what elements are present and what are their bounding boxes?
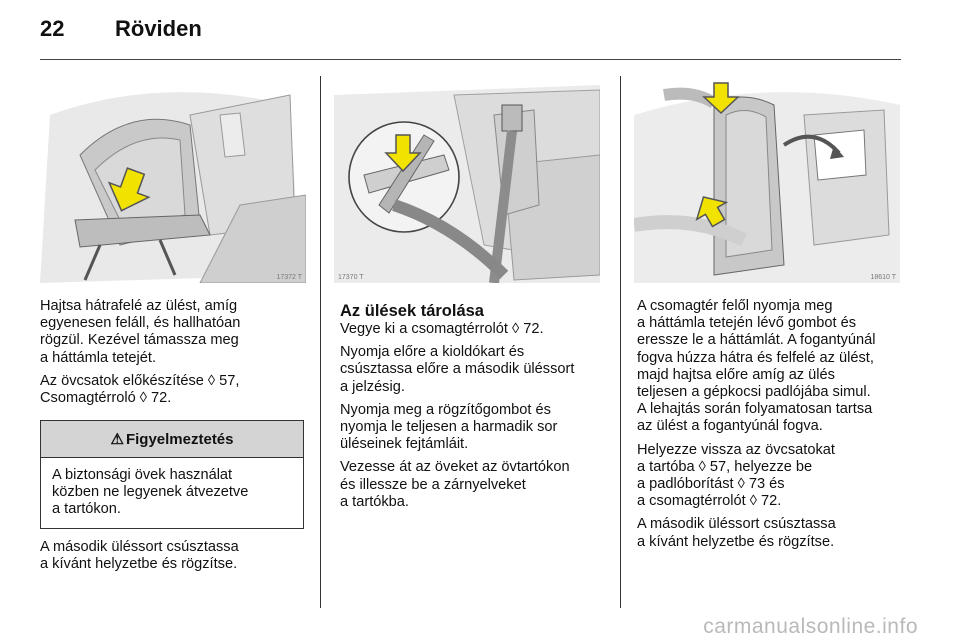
seat-latch-release-illustration (634, 75, 900, 283)
text-line: a tartókba. (340, 493, 409, 510)
figure-seat-belt (334, 75, 600, 283)
text-line: Vezesse át az öveket az övtartókon (340, 459, 570, 476)
watermark: carmanualsonline.info (703, 615, 918, 638)
figure-seat-latch (634, 75, 900, 283)
text-line: csúsztassa előre a második üléssort (340, 361, 575, 378)
text-line: és illessze be a zárnyelveket (340, 476, 526, 493)
text-line: a kívánt helyzetbe és rögzítse. (40, 556, 238, 573)
figure-seat-fold (40, 75, 306, 283)
column-divider (620, 76, 621, 608)
text-line: A biztonsági övek használat (52, 467, 233, 483)
figure-code: 17372 T (276, 274, 302, 281)
warning-box (40, 420, 304, 529)
text-line: egyenesen feláll, és hallhatóan (40, 315, 241, 332)
text-line: Csomagtérroló ◊ 72. (40, 390, 172, 407)
warning-body (41, 458, 303, 519)
text-line: Vegye ki a csomagtérrolót ◊ 72. (340, 321, 544, 337)
text-line: üléseinek fejtámláit. (340, 436, 469, 453)
text-line: a kívánt helyzetbe és rögzítse. (637, 533, 835, 550)
text-line: Hajtsa hátrafelé az ülést, amíg (40, 298, 238, 314)
paragraph (340, 402, 615, 454)
text-line: rögzül. Kezével támassza meg (40, 332, 239, 349)
paragraph (40, 373, 310, 407)
text-line: Nyomja meg a rögzítőgombot és (340, 401, 551, 418)
paragraph (637, 442, 917, 511)
text-line: A csomagtér felől nyomja meg (637, 298, 833, 314)
text-line: A második üléssort csúsztassa (637, 516, 836, 533)
text-line: Helyezze vissza az övcsatokat (637, 441, 835, 458)
text-line: majd hajtsa előre amíg az ülés (637, 366, 835, 383)
text-line: Nyomja előre a kioldókart és (340, 344, 525, 361)
paragraph (40, 539, 310, 573)
section-title: Az ülések tárolása (340, 302, 484, 320)
figure-code: 18610 T (870, 274, 896, 281)
text-line: nyomja le teljesen a harmadik sor (340, 419, 558, 436)
seat-belt-release-illustration (334, 75, 600, 283)
paragraph (340, 321, 615, 338)
text-line: teljesen a gépkocsi padlójába simul. (637, 384, 871, 401)
text-line: eressze le a háttámlát. A fogantyúnál (637, 332, 876, 349)
text-line: a háttámla tetejét. (40, 349, 157, 366)
header-rule (40, 59, 901, 60)
paragraph (340, 344, 615, 396)
text-line: közben ne legyenek átvezetve (52, 484, 249, 501)
warning-title: Figyelmeztetés (125, 430, 234, 448)
warning-header (41, 421, 303, 458)
paragraph (40, 298, 310, 367)
page-title: Röviden (115, 16, 202, 41)
warning-icon: ⚠ (110, 431, 124, 448)
paragraph (637, 298, 917, 436)
text-line: Az övcsatok előkészítése ◊ 57, (40, 372, 240, 389)
text-line: a jelzésig. (340, 378, 405, 395)
text-line: a padlóborítást ◊ 73 és (637, 476, 785, 493)
column-divider (320, 76, 321, 608)
seat-fold-down-illustration (40, 75, 306, 283)
text-line: A második üléssort csúsztassa (40, 539, 239, 555)
figure-code: 17370 T (338, 274, 364, 281)
page-number: 22 (40, 16, 65, 41)
column-1-footer-text (40, 539, 310, 579)
column-2-text (340, 302, 615, 517)
text-line: a tartóba ◊ 57, helyezze be (637, 458, 813, 475)
text-line: a háttámla tetején lévő gombot és (637, 315, 857, 332)
paragraph (637, 516, 917, 550)
text-line: A lehajtás során folyamatosan tartsa (637, 401, 873, 418)
column-1-text (40, 298, 310, 413)
text-line: a tartókon. (52, 501, 121, 518)
text-line: fogva húzza hátra és felfelé az ülést, (637, 349, 874, 366)
text-line: az ülést a fogantyúnál fogva. (637, 418, 823, 435)
paragraph (340, 459, 615, 511)
text-line: a csomagtérrolót ◊ 72. (637, 493, 782, 510)
column-3-text (637, 298, 917, 557)
page-header (0, 0, 960, 62)
